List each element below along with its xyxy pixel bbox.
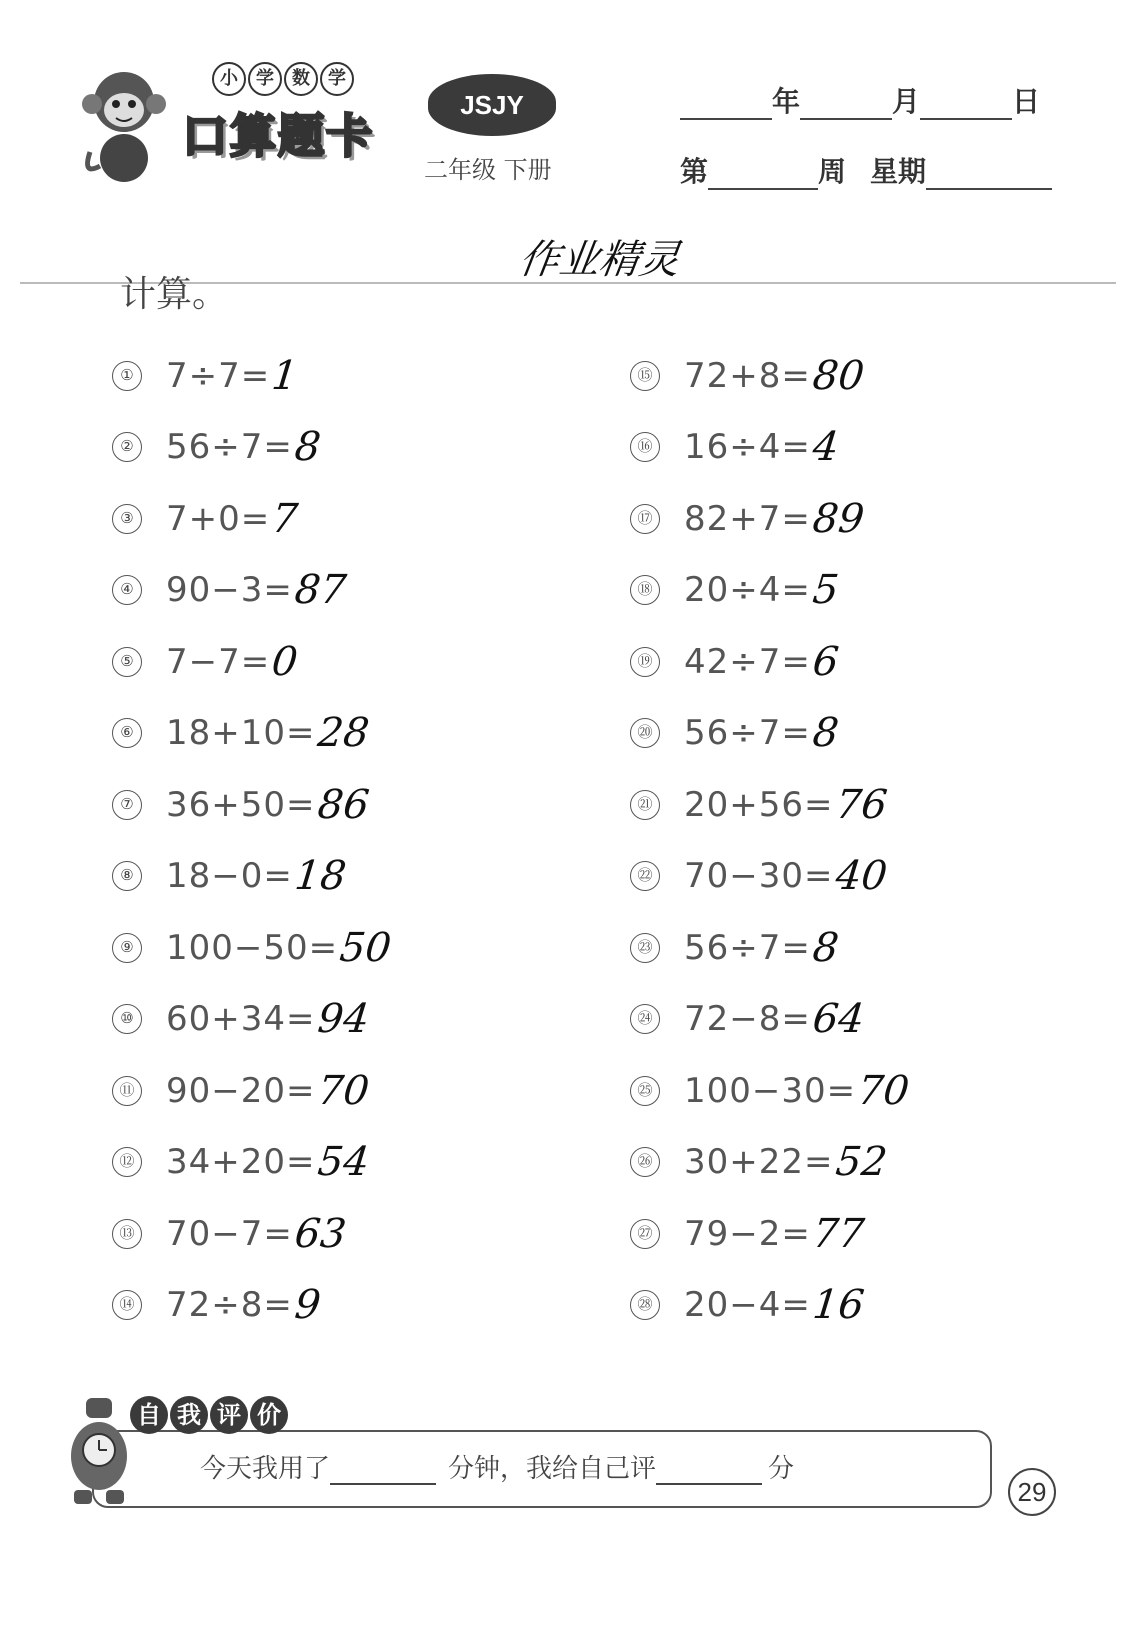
problem-answer[interactable]: 0 [269, 638, 301, 685]
eval-text-part: 分 [768, 1454, 795, 1484]
problem-expression: 60+34= [166, 999, 316, 1040]
month-label: 月 [892, 85, 921, 118]
problem-expression: 70−7= [166, 1213, 293, 1254]
problem-number: ㉒ [630, 861, 660, 891]
weekday-label: 星期 [870, 155, 927, 188]
handwritten-title: 作业精灵 [516, 237, 683, 283]
problem-expression: 90−20= [166, 1070, 316, 1111]
problem-number: ㉗ [630, 1219, 660, 1249]
problem-answer[interactable]: 7 [269, 495, 301, 542]
grade-label: 二年级 下册 [424, 156, 552, 184]
problem-number: ⑩ [112, 1004, 142, 1034]
problem-row [630, 841, 909, 913]
problem-row [112, 412, 391, 484]
problem-row [630, 1127, 909, 1199]
minutes-blank[interactable] [330, 1457, 436, 1485]
problem-row [630, 912, 909, 984]
problem-number: ⑱ [630, 575, 660, 605]
problem-row [112, 1055, 391, 1127]
problem-number: ⑲ [630, 647, 660, 677]
problem-answer[interactable]: 80 [810, 352, 867, 399]
problem-expression: 72÷8= [166, 1285, 293, 1326]
problem-expression: 79−2= [684, 1213, 811, 1254]
problem-answer[interactable]: 4 [810, 424, 841, 471]
problem-answer[interactable]: 94 [315, 996, 371, 1043]
problem-number: ④ [112, 575, 142, 605]
problem-answer[interactable]: 77 [810, 1210, 867, 1257]
problem-answer[interactable]: 86 [315, 781, 371, 828]
problem-number: ⑫ [112, 1147, 142, 1177]
problem-number: ⑥ [112, 718, 142, 748]
self-evaluation-title [130, 1396, 288, 1434]
problem-row [112, 984, 391, 1056]
problem-number: ⑭ [112, 1290, 142, 1320]
problem-number: ⑰ [630, 504, 660, 534]
week-suffix: 周 [818, 155, 847, 188]
problem-number: ③ [112, 504, 142, 534]
problem-expression: 18−0= [166, 856, 293, 897]
brand-subtitle [212, 62, 354, 96]
problem-answer[interactable]: 6 [810, 638, 841, 685]
problem-answer[interactable]: 63 [292, 1210, 349, 1257]
eval-title-char: 我 [170, 1396, 208, 1434]
problem-expression: 34+20= [166, 1142, 316, 1183]
problem-row [630, 626, 909, 698]
problem-expression: 70−30= [684, 856, 834, 897]
problem-row [630, 412, 909, 484]
problem-row [630, 769, 909, 841]
page-number: 29 [1008, 1468, 1056, 1516]
problem-row [630, 1055, 912, 1127]
date-fill-row [680, 80, 1040, 120]
weekday-blank[interactable] [926, 158, 1052, 190]
problem-row [112, 1270, 391, 1342]
eval-text-part: 分钟，我给自己评 [448, 1454, 657, 1484]
problem-number: ⑯ [630, 432, 660, 462]
week-fill-row [680, 150, 1052, 190]
eval-title-char: 评 [210, 1396, 248, 1434]
problem-expression: 100−30= [684, 1070, 857, 1111]
problem-answer[interactable]: 64 [810, 996, 867, 1043]
month-blank[interactable] [800, 88, 892, 120]
problem-expression: 42÷7= [684, 641, 811, 682]
eval-title-char: 自 [130, 1396, 168, 1434]
self-evaluation-text [200, 1448, 794, 1485]
eval-title-char: 价 [250, 1396, 288, 1434]
problem-row [630, 984, 909, 1056]
monkey-mascot-icon [78, 66, 170, 186]
problems-left-column [112, 340, 394, 1341]
problem-number: ⑮ [630, 361, 660, 391]
brand-title: 口算题卡 [182, 109, 374, 163]
problem-number: ⑬ [112, 1219, 142, 1249]
problem-expression: 72−8= [684, 999, 811, 1040]
problem-answer[interactable]: 70 [855, 1067, 912, 1114]
problem-number: ⑳ [630, 718, 660, 748]
problem-expression: 82+7= [684, 498, 811, 539]
problem-answer[interactable]: 50 [337, 924, 394, 971]
problem-answer[interactable]: 5 [810, 567, 841, 614]
problem-expression: 90−3= [166, 570, 293, 611]
problem-expression: 20÷4= [684, 570, 811, 611]
problem-answer[interactable]: 54 [315, 1139, 371, 1186]
problem-row [630, 555, 909, 627]
problem-number: ㉖ [630, 1147, 660, 1177]
problem-number: ㉓ [630, 933, 660, 963]
problem-number: ㉘ [630, 1290, 660, 1320]
problem-number: ㉕ [630, 1076, 660, 1106]
year-blank[interactable] [680, 88, 772, 120]
problem-answer[interactable]: 1 [269, 352, 301, 399]
brand-char: 数 [284, 62, 318, 96]
week-prefix: 第 [680, 155, 709, 188]
problem-expression: 20+56= [684, 784, 834, 825]
problem-row [112, 626, 391, 698]
brand-char: 学 [248, 62, 282, 96]
problem-row [112, 698, 391, 770]
problem-answer[interactable]: 8 [292, 424, 323, 471]
problem-row [112, 1198, 391, 1270]
problem-expression: 7+0= [166, 498, 271, 539]
problem-answer[interactable]: 70 [315, 1067, 371, 1114]
problem-answer[interactable]: 8 [810, 924, 841, 971]
problem-expression: 16÷4= [684, 427, 811, 468]
score-blank[interactable] [656, 1457, 762, 1485]
problem-answer[interactable]: 28 [315, 710, 371, 757]
eval-text-part: 今天我用了 [200, 1454, 331, 1484]
problem-row [630, 340, 909, 412]
problem-answer[interactable]: 40 [833, 853, 889, 900]
year-label: 年 [772, 85, 801, 118]
problem-answer[interactable]: 52 [833, 1139, 889, 1186]
brand-char: 学 [320, 62, 354, 96]
problem-expression: 7÷7= [166, 355, 271, 396]
problem-answer[interactable]: 9 [292, 1282, 323, 1329]
problem-row [112, 483, 391, 555]
problem-expression: 30+22= [684, 1142, 834, 1183]
problem-number: ① [112, 361, 142, 391]
section-label: 计算。 [120, 274, 229, 315]
problem-number: ㉑ [630, 790, 660, 820]
problem-expression: 72+8= [684, 355, 811, 396]
brand-char: 小 [212, 62, 246, 96]
problem-row [112, 769, 391, 841]
problem-row [112, 1127, 391, 1199]
problem-row [112, 555, 391, 627]
problem-number: ㉔ [630, 1004, 660, 1034]
problem-row [112, 841, 391, 913]
publisher-badge: JSJY [428, 74, 556, 136]
problem-number: ⑪ [112, 1076, 142, 1106]
problem-expression: 56÷7= [684, 713, 811, 754]
problem-expression: 56÷7= [166, 427, 293, 468]
problem-answer[interactable]: 76 [833, 781, 889, 828]
problem-row [630, 483, 909, 555]
problem-answer[interactable]: 18 [292, 853, 349, 900]
problem-expression: 100−50= [166, 927, 339, 968]
problem-answer[interactable]: 8 [810, 710, 841, 757]
problem-expression: 7−7= [166, 641, 271, 682]
problem-number: ⑧ [112, 861, 142, 891]
problem-expression: 36+50= [166, 784, 316, 825]
day-label: 日 [1012, 85, 1041, 118]
problem-number: ② [112, 432, 142, 462]
problem-answer[interactable]: 16 [810, 1282, 867, 1329]
problem-number: ⑨ [112, 933, 142, 963]
problem-number: ⑦ [112, 790, 142, 820]
problem-answer[interactable]: 87 [292, 567, 349, 614]
problem-row [630, 1198, 909, 1270]
problem-row [112, 340, 391, 412]
problem-expression: 56÷7= [684, 927, 811, 968]
problem-number: ⑤ [112, 647, 142, 677]
robot-clock-icon [64, 1398, 134, 1508]
problem-row [630, 1270, 909, 1342]
problem-expression: 18+10= [166, 713, 316, 754]
week-blank[interactable] [708, 158, 818, 190]
day-blank[interactable] [920, 88, 1012, 120]
problems-right-column [630, 340, 912, 1341]
problem-row [630, 698, 909, 770]
problem-row [112, 912, 394, 984]
problem-expression: 20−4= [684, 1285, 811, 1326]
problem-answer[interactable]: 89 [810, 495, 867, 542]
